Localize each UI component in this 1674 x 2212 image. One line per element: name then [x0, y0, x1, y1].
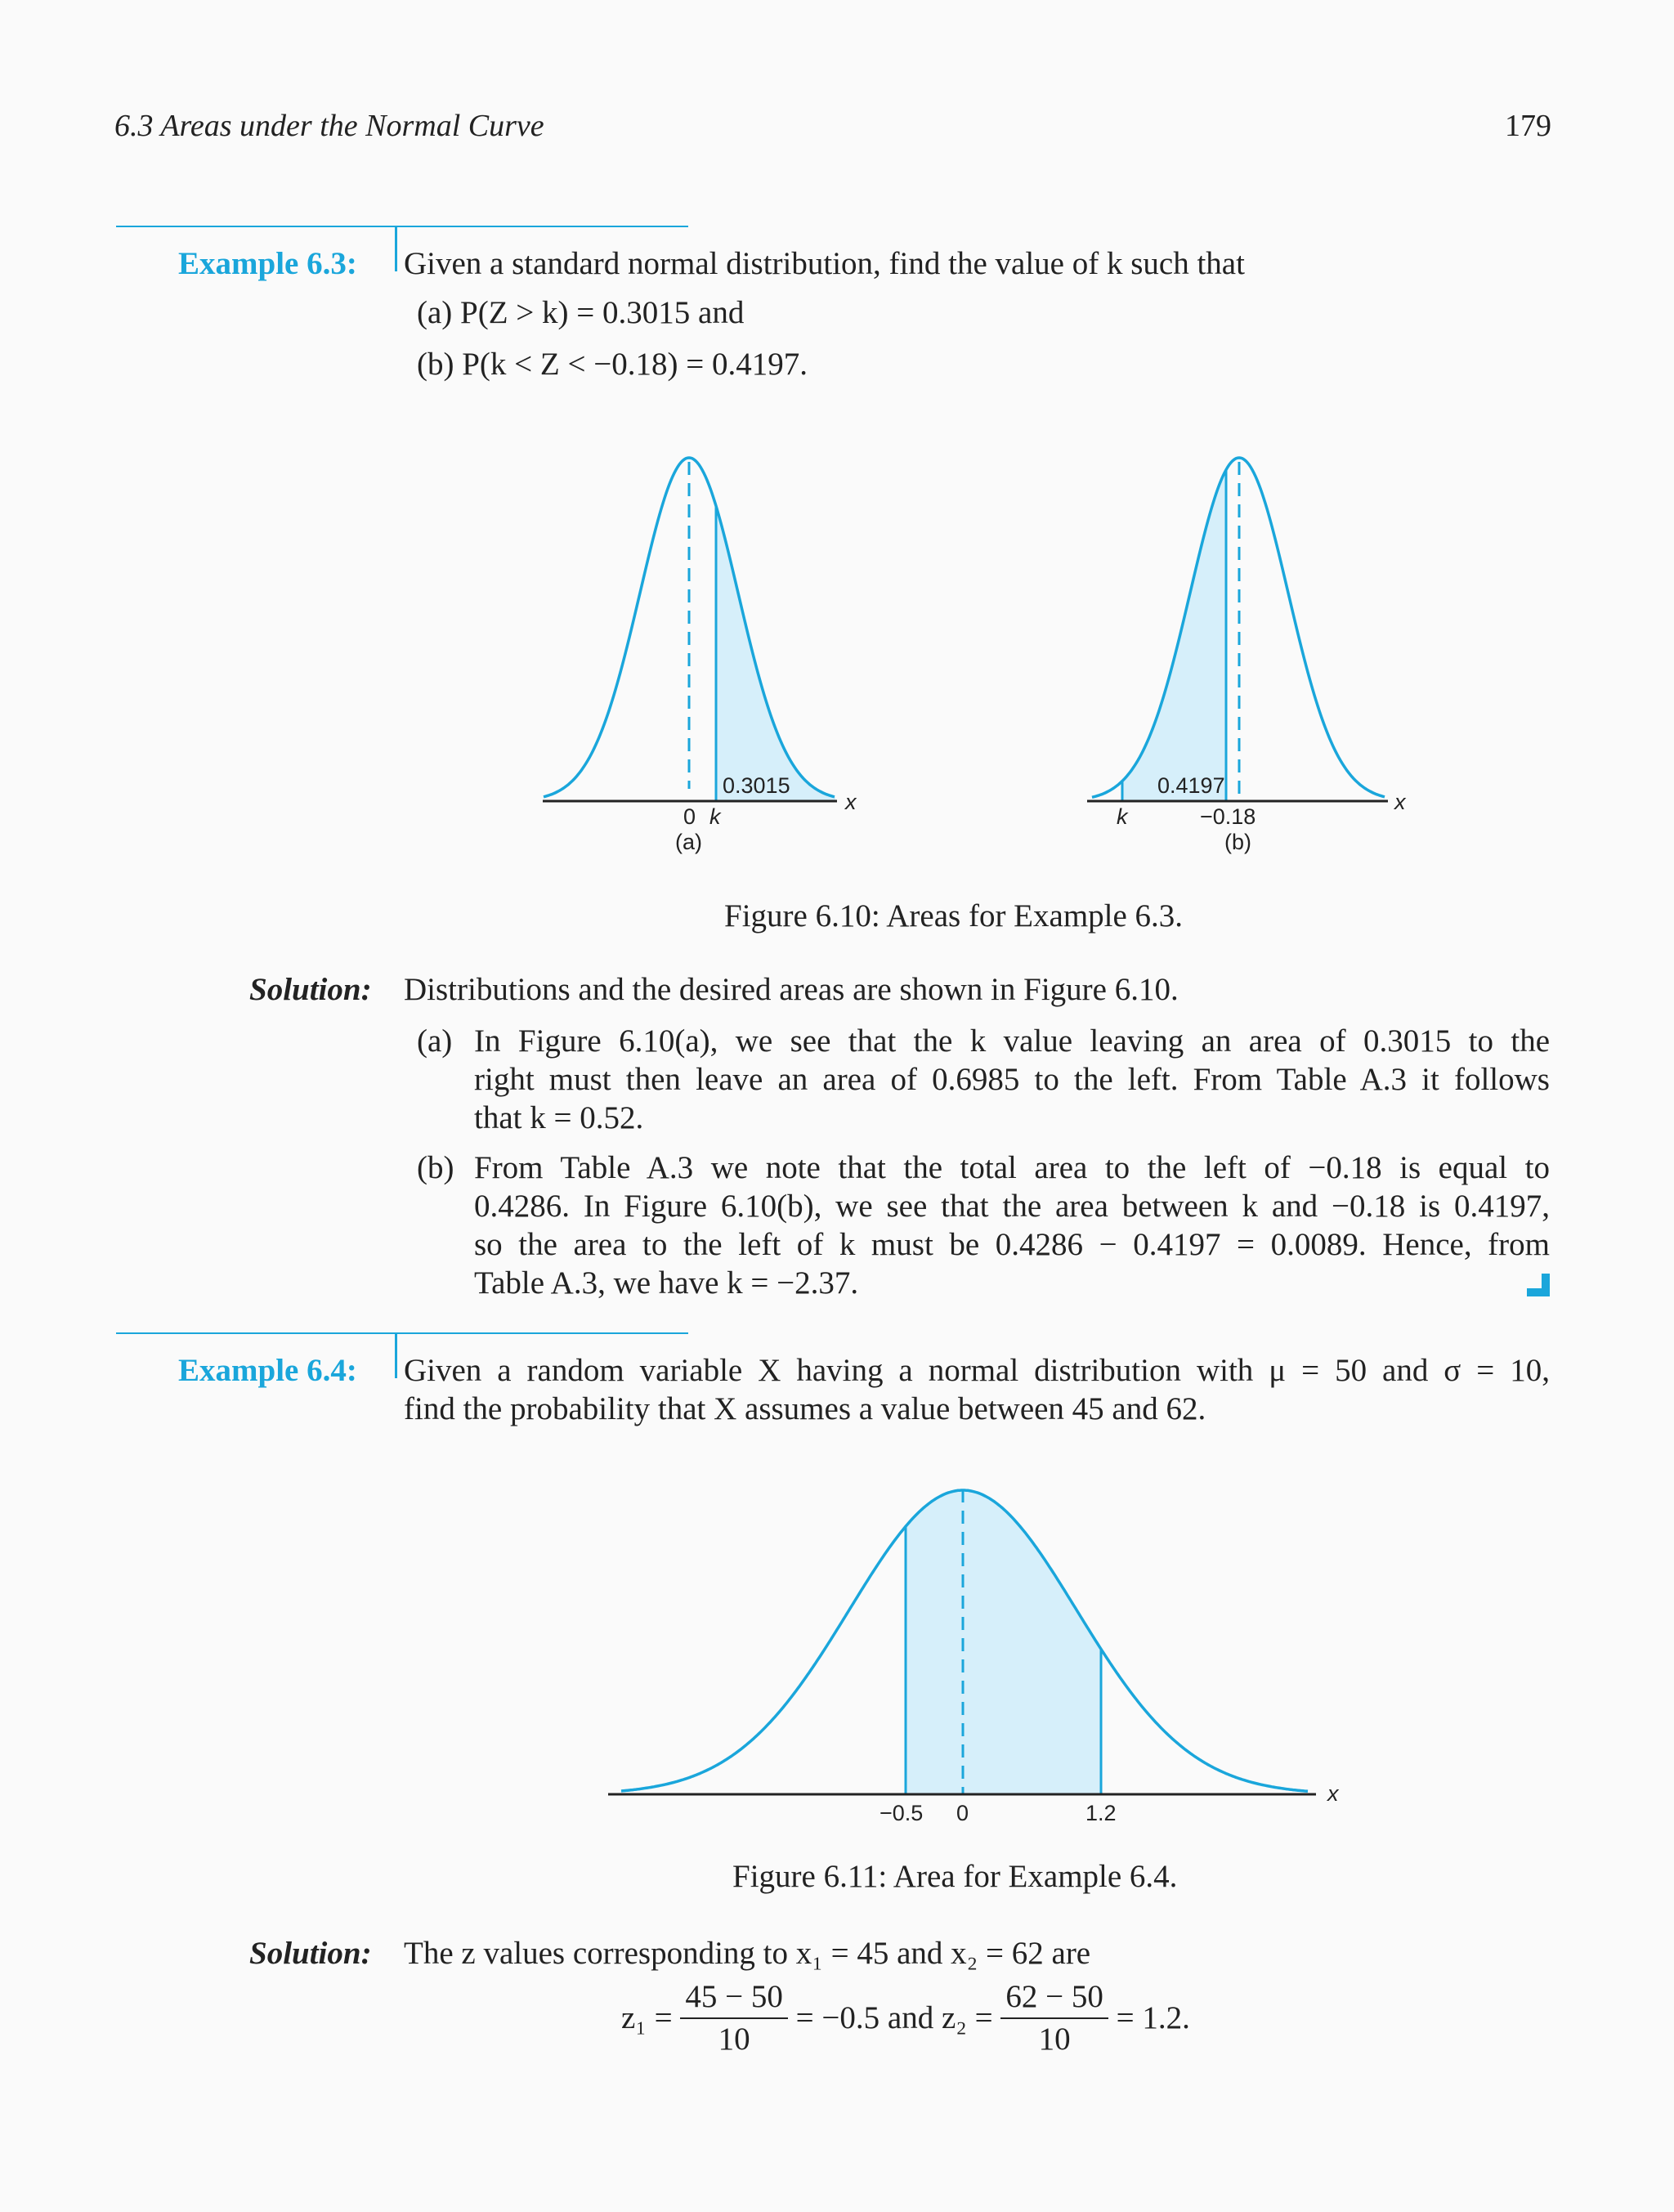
- figure-6-11-shaded-area: [906, 1490, 1101, 1794]
- panel-a-area-label: 0.3015: [723, 773, 790, 798]
- example-6-3-bar: [395, 226, 397, 271]
- page-number: 179: [1505, 109, 1551, 143]
- figure-6-11-tick-zero: 0: [956, 1801, 969, 1825]
- z1-numerator: 45 − 50: [680, 1977, 788, 2019]
- figure-6-10-caption: Figure 6.10: Areas for Example 6.3.: [724, 898, 1184, 934]
- panel-b-caption: (b): [1224, 830, 1251, 854]
- solution-6-3-item-b-line-1: From Table A.3 we note that the total area to the left of −0.18 is equal to: [474, 1150, 1550, 1185]
- solution-6-3-label: Solution:: [249, 972, 372, 1007]
- example-6-3-label: Example 6.3:: [178, 246, 357, 281]
- panel-a-axis-var: x: [845, 790, 857, 814]
- end-of-solution-mark: [1527, 1274, 1550, 1296]
- solution-6-3-item-b-line-3: so the area to the left of k must be 0.4286 − 0.4197 = 0.0089. Hence, from: [474, 1227, 1550, 1262]
- solution-6-3-item-a-marker: (a): [417, 1023, 453, 1059]
- example-6-3-rule: [116, 226, 688, 227]
- solution-6-3-item-a-line-3: that k = 0.52.: [474, 1100, 644, 1135]
- running-header: 6.3 Areas under the Normal Curve: [114, 109, 544, 143]
- figure-6-10-panel-a: [543, 458, 857, 854]
- figure-6-11-tick-neg05: −0.5: [880, 1801, 924, 1825]
- panel-b-tick-k: k: [1117, 804, 1128, 829]
- example-6-4-bar: [395, 1332, 397, 1378]
- solution-6-3-item-b-marker: (b): [417, 1150, 454, 1185]
- example-6-4-line-2: find the probability that X assumes a value between 45 and 62.: [404, 1391, 1206, 1426]
- example-6-3-item-b: (b) P(k < Z < −0.18) = 0.4197.: [417, 347, 808, 382]
- panel-b-area-label: 0.4197: [1157, 773, 1225, 798]
- example-6-3-intro: Given a standard normal distribution, find the value of k such that: [404, 246, 1245, 281]
- example-6-3-item-a: (a) P(Z > k) = 0.3015 and: [417, 295, 745, 330]
- solution-6-4-text: The z values corresponding to x₁ = 45 and x₂ = 62 are: [404, 1936, 1091, 1971]
- figure-6-11-tick-12: 1.2: [1085, 1801, 1117, 1825]
- example-6-4-line-1: Given a random variable X having a normal distribution with μ = 50 and σ = 10,: [404, 1353, 1550, 1388]
- panel-b-tick-value: −0.18: [1200, 804, 1256, 829]
- figure-6-11-caption: Figure 6.11: Area for Example 6.4.: [732, 1859, 1178, 1894]
- figure-6-10: [0, 433, 1674, 875]
- panel-a-tick-k: k: [709, 804, 721, 829]
- z1-lhs: z₁ =: [621, 2000, 673, 2035]
- solution-6-4-equation: [621, 1977, 1190, 2060]
- z2-denominator: 10: [1038, 2022, 1071, 2057]
- solution-6-3-item-b-line-2: 0.4286. In Figure 6.10(b), we see that the area between k and −0.18 is 0.4197,: [474, 1189, 1550, 1224]
- z1-denominator: 10: [718, 2022, 750, 2057]
- figure-6-11: [0, 1463, 1674, 1839]
- solution-6-3-item-b-line-4: Table A.3, we have k = −2.37.: [474, 1265, 859, 1301]
- panel-b-shaded-area: [1122, 470, 1226, 801]
- solution-6-3-intro: Distributions and the desired areas are shown in Figure 6.10.: [404, 972, 1179, 1007]
- solution-6-3-item-a-line-1: In Figure 6.10(a), we see that the k value leaving an area of 0.3015 to the: [474, 1023, 1550, 1059]
- panel-b-axis-var: x: [1394, 790, 1406, 814]
- figure-6-11-axis-var: x: [1327, 1781, 1339, 1806]
- equation-middle: = −0.5 and z₂ =: [795, 2000, 993, 2035]
- z1-fraction: [680, 1977, 788, 2060]
- panel-a-shaded-area: [716, 506, 835, 801]
- panel-a-caption: (a): [675, 830, 702, 854]
- equation-end: = 1.2.: [1116, 2000, 1190, 2035]
- figure-6-10-panel-b: [1087, 458, 1407, 854]
- solution-6-4-label: Solution:: [249, 1936, 372, 1971]
- solution-6-3-item-a-line-2: right must then leave an area of 0.6985 to the left. From Table A.3 it follows: [474, 1062, 1550, 1097]
- example-6-4-rule: [116, 1332, 688, 1334]
- example-6-4-label: Example 6.4:: [178, 1353, 357, 1388]
- panel-a-tick-zero: 0: [683, 804, 696, 829]
- z2-numerator: 62 − 50: [1000, 1977, 1108, 2019]
- z2-fraction: [1000, 1977, 1108, 2060]
